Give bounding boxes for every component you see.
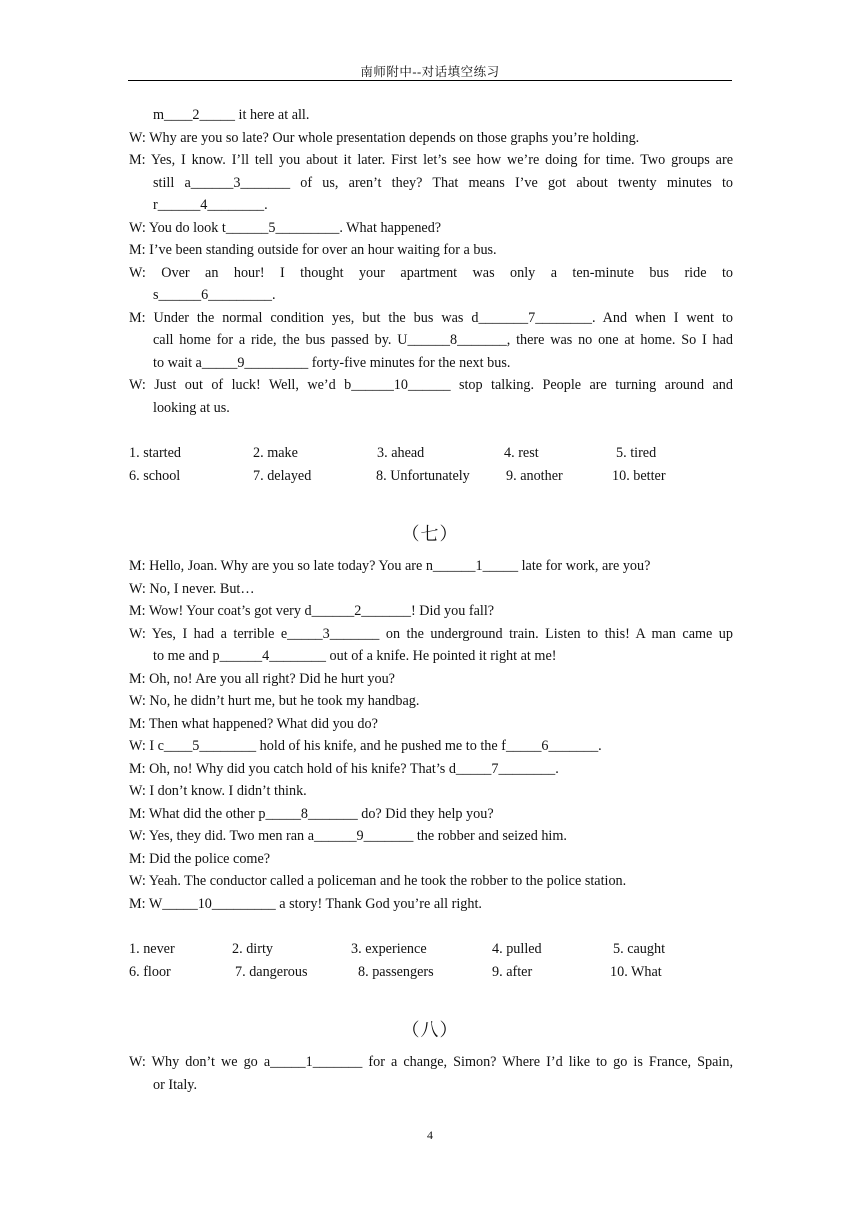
- answer-key-part7: [129, 938, 733, 983]
- dialogue-line: M: Yes, I know. I’ll tell you about it later. First let’s see how we’re doing for time. Two groups are: [129, 152, 733, 168]
- answer-item: 3. ahead: [377, 445, 425, 461]
- dialogue-line: M: Oh, no! Are you all right? Did he hurt you?: [129, 670, 395, 687]
- page-header: 南师附中--对话填空练习: [360, 65, 500, 79]
- dialogue-line: to me and p______4________ out of a knife. He pointed it right at me!: [153, 648, 557, 664]
- dialogue-line: W: Over an hour! I thought your apartment was only a ten-minute bus ride to: [129, 264, 733, 281]
- dialogue-line: W: You do look t______5_________. What happened?: [129, 219, 442, 236]
- header-rule: [128, 80, 732, 81]
- answer-key-part6: [129, 442, 733, 487]
- dialogue-line: call home for a ride, the bus passed by. U______8_______, there was no one at home. So I had: [153, 332, 733, 348]
- dialogue-line: M: Wow! Your coat’s got very d______2_______! Did you fall?: [129, 603, 495, 619]
- dialogue-line: W: No, I never. But…: [129, 580, 255, 597]
- answer-item: 8. passengers: [358, 963, 434, 980]
- dialogue-part7: [129, 555, 733, 915]
- page-number: 4: [427, 1128, 433, 1142]
- answer-item: 6. school: [129, 467, 181, 484]
- answer-item: 8. Unfortunately: [376, 467, 470, 484]
- dialogue-line: M: Oh, no! Why did you catch hold of his knife? That’s d_____7________.: [129, 760, 559, 777]
- section-title-7: （七）: [401, 524, 459, 545]
- dialogue-line: m____2_____ it here at all.: [153, 107, 310, 123]
- answer-item: 1. started: [129, 445, 182, 461]
- dialogue-line: to wait a_____9_________ forty-five minutes for the next bus.: [153, 354, 511, 371]
- dialogue-part8: [129, 1051, 733, 1096]
- dialogue-line: s______6_________.: [153, 287, 276, 303]
- dialogue-line: W: Yes, I had a terrible e_____3_______ on the underground train. Listen to this! A man came up: [129, 625, 733, 642]
- dialogue-line: M: Under the normal condition yes, but the bus was d_______7________. And when I went to: [129, 309, 733, 326]
- dialogue-line: W: Why are you so late? Our whole presentation depends on those graphs you’re holding.: [129, 129, 640, 146]
- dialogue-line: W: I c____5________ hold of his knife, and he pushed me to the f_____6_______.: [129, 738, 602, 754]
- answer-item: 9. after: [492, 963, 533, 980]
- dialogue-line: looking at us.: [153, 399, 230, 416]
- answer-item: 5. tired: [616, 445, 657, 461]
- dialogue-line: or Italy.: [153, 1076, 197, 1093]
- dialogue-line: W: I don’t know. I didn’t think.: [129, 783, 307, 799]
- answer-item: 7. dangerous: [235, 963, 308, 980]
- dialogue-line: still a______3_______ of us, aren’t they? That means I’ve got about twenty minutes to: [153, 174, 733, 191]
- dialogue-line: r______4________.: [153, 197, 268, 213]
- section-title-8: （八）: [401, 1020, 459, 1041]
- answer-item: 10. What: [610, 963, 662, 980]
- answer-item: 2. make: [253, 445, 298, 461]
- answer-item: 2. dirty: [232, 941, 273, 957]
- answer-item: 1. never: [129, 941, 175, 957]
- answer-item: 4. rest: [504, 445, 539, 461]
- dialogue-line: M: I’ve been standing outside for over an hour waiting for a bus.: [129, 242, 497, 258]
- dialogue-part6: [129, 104, 733, 419]
- answer-item: 10. better: [612, 467, 666, 484]
- dialogue-line: M: Then what happened? What did you do?: [129, 715, 378, 732]
- answer-item: 6. floor: [129, 963, 171, 980]
- dialogue-line: M: What did the other p_____8_______ do? Did they help you?: [129, 805, 494, 822]
- dialogue-line: M: W_____10_________ a story! Thank God you’re all right.: [129, 895, 482, 912]
- answer-item: 4. pulled: [492, 941, 542, 957]
- dialogue-line: W: Yeah. The conductor called a policeman and he took the robber to the police station.: [129, 873, 627, 889]
- dialogue-line: M: Hello, Joan. Why are you so late today? You are n______1_____ late for work, are you?: [129, 558, 651, 574]
- dialogue-line: W: Why don’t we go a_____1_______ for a change, Simon? Where I’d like to go is France, Spain,: [129, 1054, 733, 1070]
- dialogue-line: M: Did the police come?: [129, 850, 271, 867]
- dialogue-line: W: Yes, they did. Two men ran a______9_______ the robber and seized him.: [129, 828, 567, 844]
- dialogue-line: W: No, he didn’t hurt me, but he took my handbag.: [129, 693, 420, 709]
- dialogue-line: W: Just out of luck! Well, we’d b______10______ stop talking. People are turning around and: [129, 377, 733, 393]
- answer-item: 9. another: [506, 467, 563, 484]
- answer-item: 3. experience: [351, 941, 427, 957]
- answer-item: 7. delayed: [253, 467, 312, 484]
- answer-item: 5. caught: [613, 941, 666, 957]
